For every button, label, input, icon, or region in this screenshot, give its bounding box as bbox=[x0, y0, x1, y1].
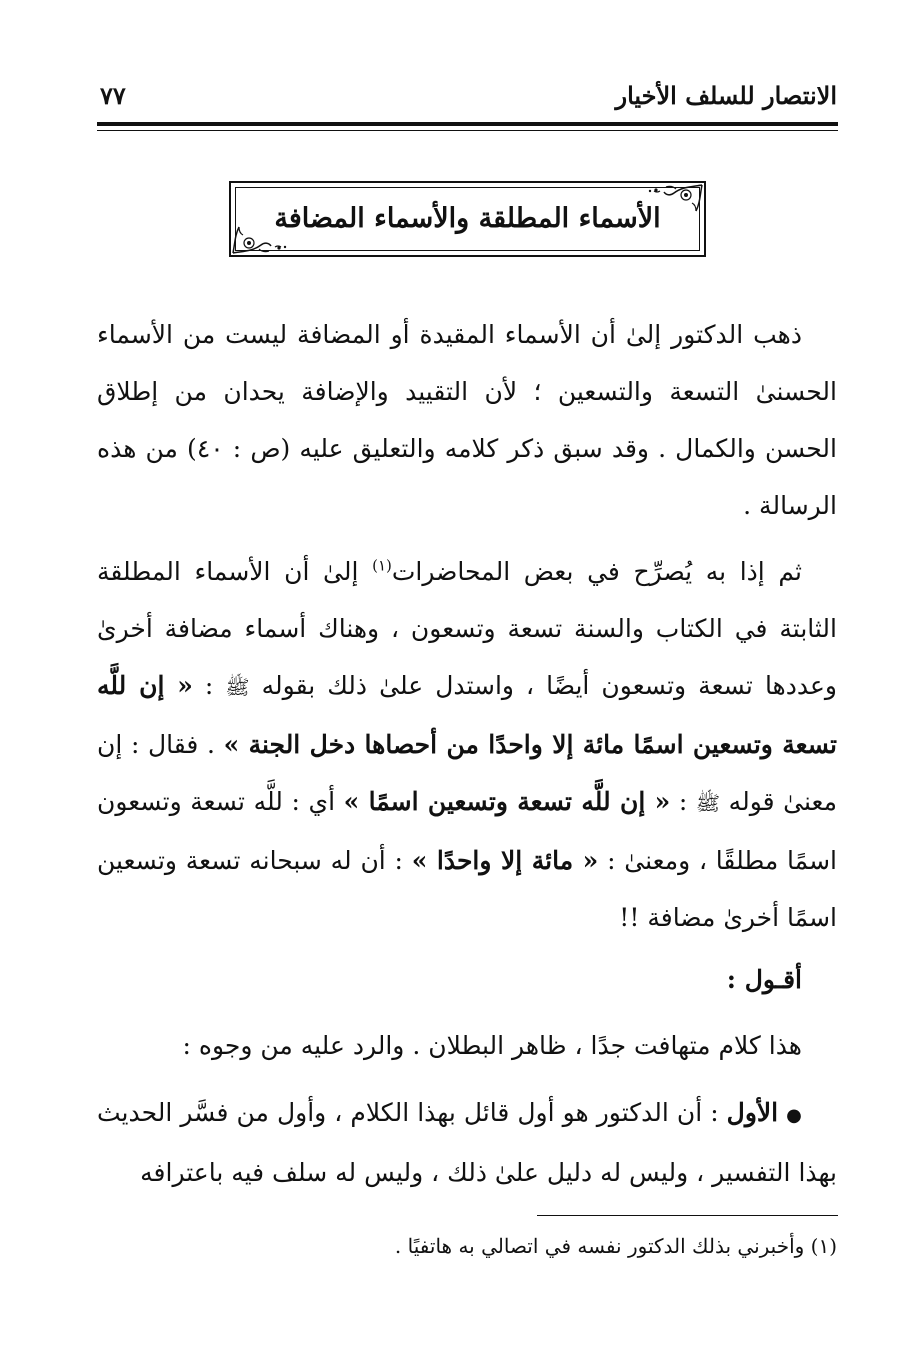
response-intro-line bbox=[97, 1017, 837, 1074]
running-title: الانتصار للسلف الأخيار bbox=[615, 81, 837, 110]
paragraph-2-part: . فقال : إن معنىٰ قوله bbox=[97, 730, 837, 816]
paragraph-2-part: : أن له سبحانه تسعة وتسعين اسمًا أخرىٰ مضافة !! bbox=[97, 846, 837, 932]
hadith-quote: « مائة إلا واحدًا » bbox=[411, 846, 599, 875]
header-rule-thin bbox=[97, 130, 838, 131]
footnote-reference: (١) bbox=[372, 556, 392, 575]
response-heading-line bbox=[97, 951, 837, 1008]
paragraph-2-part: : bbox=[192, 671, 226, 700]
first-point-text bbox=[97, 1084, 837, 1201]
header-rule-thick bbox=[97, 122, 838, 126]
response-intro: هذا كلام متهافت جدًا ، ظاهر البطلان . والرد عليه من وجوه : bbox=[182, 1031, 802, 1060]
response-heading: أقـول : bbox=[726, 965, 802, 994]
first-point bbox=[97, 1084, 837, 1201]
page-number: ٧٧ bbox=[100, 81, 126, 110]
salawat-symbol: ﷺ bbox=[225, 675, 250, 699]
paragraph-2-part: ثم إذا به يُصرِّح في بعض المحاضرات bbox=[391, 557, 802, 586]
paragraph-2-part: إلىٰ أن الأسماء المطلقة الثابتة في الكتاب والسنة تسعة وتسعون ، وهناك أسماء مضافة أخرىٰ وعددها تسعة وتسعون أيضًا ، واستدل علىٰ ذلك بقوله bbox=[97, 557, 837, 700]
salawat-symbol: ﷺ bbox=[695, 791, 721, 815]
paragraph-2-part: : bbox=[670, 787, 696, 816]
first-point-body: : أن الدكتور هو أول قائل بهذا الكلام ، وأول من فسَّر الحديث بهذا التفسير ، وليس له دليل علىٰ ذلك ، وليس له سلف فيه باعترافه bbox=[97, 1098, 837, 1187]
footnote: (١) وأخبرني بذلك الدكتور نفسه في اتصالي به هاتفيًا . bbox=[394, 1234, 837, 1258]
paragraph-1-text: ذهب الدكتور إلىٰ أن الأسماء المقيدة أو المضافة ليست من الأسماء الحسنىٰ التسعة والتسعين ؛ لأن التقييد والإضافة يحدان من إطلاق الحسن والكمال . وقد سبق ذكر كلامه والتعليق عليه (ص : ٤٠) من هذه الرسالة . bbox=[97, 320, 837, 520]
paragraph-2-text bbox=[97, 543, 837, 946]
first-point-label: الأول bbox=[726, 1098, 779, 1127]
hadith-quote: « إن للَّه تسعة وتسعين اسمًا مائة إلا واحدًا من أحصاها دخل الجنة » bbox=[97, 671, 837, 759]
bullet-icon: ● bbox=[786, 1105, 802, 1126]
paragraph-1 bbox=[97, 306, 837, 534]
paragraph-2 bbox=[97, 543, 837, 946]
hadith-quote: « إن للَّه تسعة وتسعين اسمًا » bbox=[343, 787, 671, 816]
footnote-separator bbox=[537, 1215, 838, 1216]
section-title: الأسماء المطلقة والأسماء المضافة bbox=[274, 203, 661, 234]
paragraph-2-part: أي : للَّه تسعة وتسعون اسمًا مطلقًا ، ومعنىٰ : bbox=[97, 787, 837, 875]
section-heading-frame bbox=[229, 181, 706, 257]
